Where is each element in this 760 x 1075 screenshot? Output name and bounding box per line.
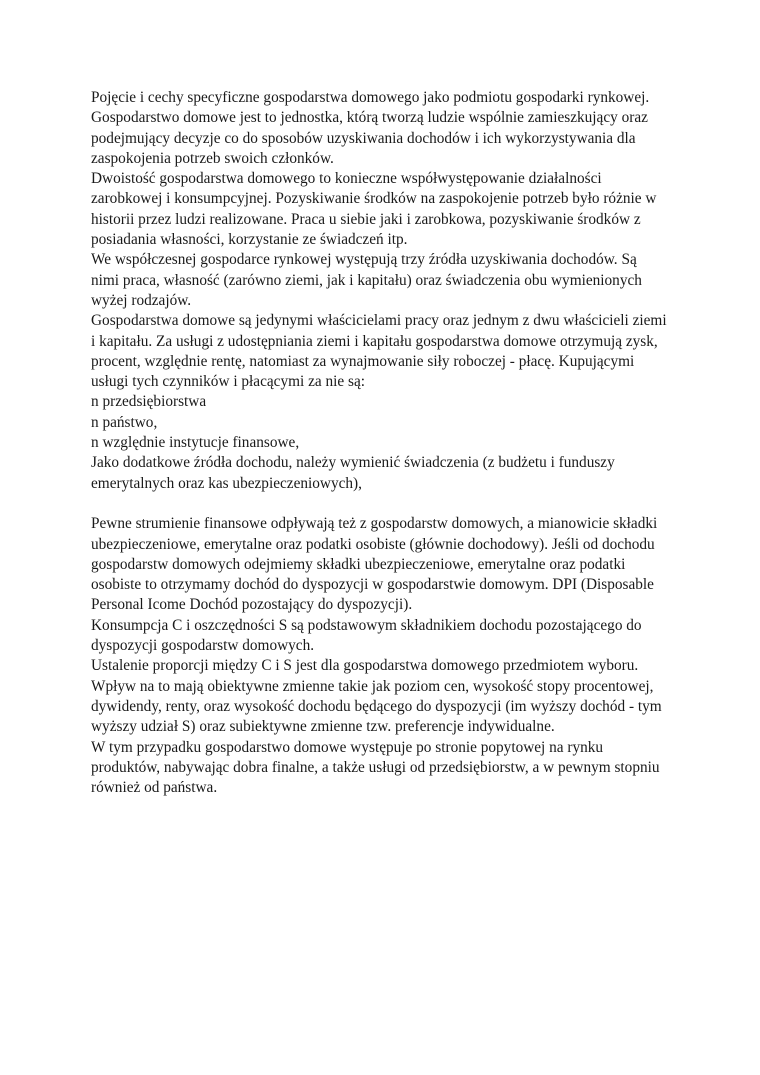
- list-item: n państwo,: [91, 413, 158, 431]
- document-line: i kapitału. Za usługi z udostępniania ziemi i kapitału gospodarstwa domowe otrzymują zysk,: [91, 332, 658, 350]
- document-line: Ustalenie proporcji między C i S jest dla gospodarstwa domowego przedmiotem wyboru.: [91, 657, 639, 675]
- document-line: usługi tych czynników i płacącymi za nie są:: [91, 373, 365, 391]
- document-body: [91, 88, 681, 798]
- document-line: Wpływ na to mają obiektywne zmienne takie jak poziom cen, wysokość stopy procentowej,: [91, 677, 654, 695]
- list-item: n przedsiębiorstwa: [91, 393, 207, 411]
- document-line: produktów, nabywając dobra finalne, a także usługi od przedsiębiorstw, a w pewnym stopniu: [91, 758, 660, 776]
- document-line: Pojęcie i cechy specyficzne gospodarstwa domowego jako podmiotu gospodarki rynkowej.: [91, 89, 650, 106]
- paragraph-gap: [91, 494, 681, 514]
- document-line: wyższy udział S) oraz subiektywne zmienne tzw. preferencje indywidualne.: [91, 718, 555, 736]
- document-line: również od państwa.: [91, 779, 218, 797]
- document-line: podejmujący decyzje co do sposobów uzyskiwania dochodów i ich wykorzystywania dla: [91, 129, 636, 147]
- document-line: W tym przypadku gospodarstwo domowe występuje po stronie popytowej na rynku: [91, 738, 604, 756]
- document-line: Dwoistość gospodarstwa domowego to konieczne współwystępowanie działalności: [91, 170, 602, 188]
- document-line: wyżej rodzajów.: [91, 291, 192, 309]
- document-line: procent, względnie rentę, natomiast za wynajmowanie siły roboczej - płacę. Kupującymi: [91, 352, 635, 370]
- document-line: gospodarstw domowych odejmiemy składki ubezpieczeniowe, emerytalne oraz podatki: [91, 555, 626, 573]
- document-line: Jako dodatkowe źródła dochodu, należy wymienić świadczenia (z budżetu i funduszy: [91, 454, 615, 472]
- document-line: Pewne strumienie finansowe odpływają też z gospodarstw domowych, a mianowicie składki: [91, 515, 658, 533]
- document-line: nimi praca, własność (zarówno ziemi, jak i kapitału) oraz świadczenia obu wymienionych: [91, 271, 642, 289]
- document-line: emerytalnych oraz kas ubezpieczeniowych),: [91, 474, 362, 492]
- document-line: Gospodarstwa domowe są jedynymi właścicielami pracy oraz jednym z dwu właścicieli ziemi: [91, 312, 667, 330]
- document-line: dyspozycji gospodarstw domowych.: [91, 637, 315, 655]
- document-line: osobiste to otrzymamy dochód do dyspozycji w gospodarstwie domowym. DPI (Disposable: [91, 576, 654, 594]
- document-line: We współczesnej gospodarce rynkowej występują trzy źródła uzyskiwania dochodów. Są: [91, 251, 637, 269]
- document-line: zarobkowej i konsumpcyjnej. Pozyskiwanie środków na zaspokojenie potrzeb było różnie w: [91, 190, 657, 208]
- document-line: Gospodarstwo domowe jest to jednostka, którą tworzą ludzie wspólnie zamieszkujący oraz: [91, 109, 648, 127]
- document-line: zaspokojenia potrzeb swoich członków.: [91, 149, 334, 167]
- document-line: dywidendy, renty, oraz wysokość dochodu będącego do dyspozycji (im wyższy dochód - tym: [91, 697, 662, 715]
- document-line: Personal Icome Dochód pozostający do dyspozycji).: [91, 596, 413, 614]
- document-line: posiadania własności, korzystanie ze świadczeń itp.: [91, 231, 408, 249]
- document-line: ubezpieczeniowe, emerytalne oraz podatki osobiste (głównie dochodowy). Jeśli od dochodu: [91, 535, 655, 553]
- document-line: Konsumpcja C i oszczędności S są podstawowym składnikiem dochodu pozostającego do: [91, 616, 642, 634]
- list-item: n względnie instytucje finansowe,: [91, 434, 300, 452]
- document-line: historii przez ludzi realizowane. Praca u siebie jaki i zarobkowa, pozyskiwanie środków z: [91, 210, 641, 228]
